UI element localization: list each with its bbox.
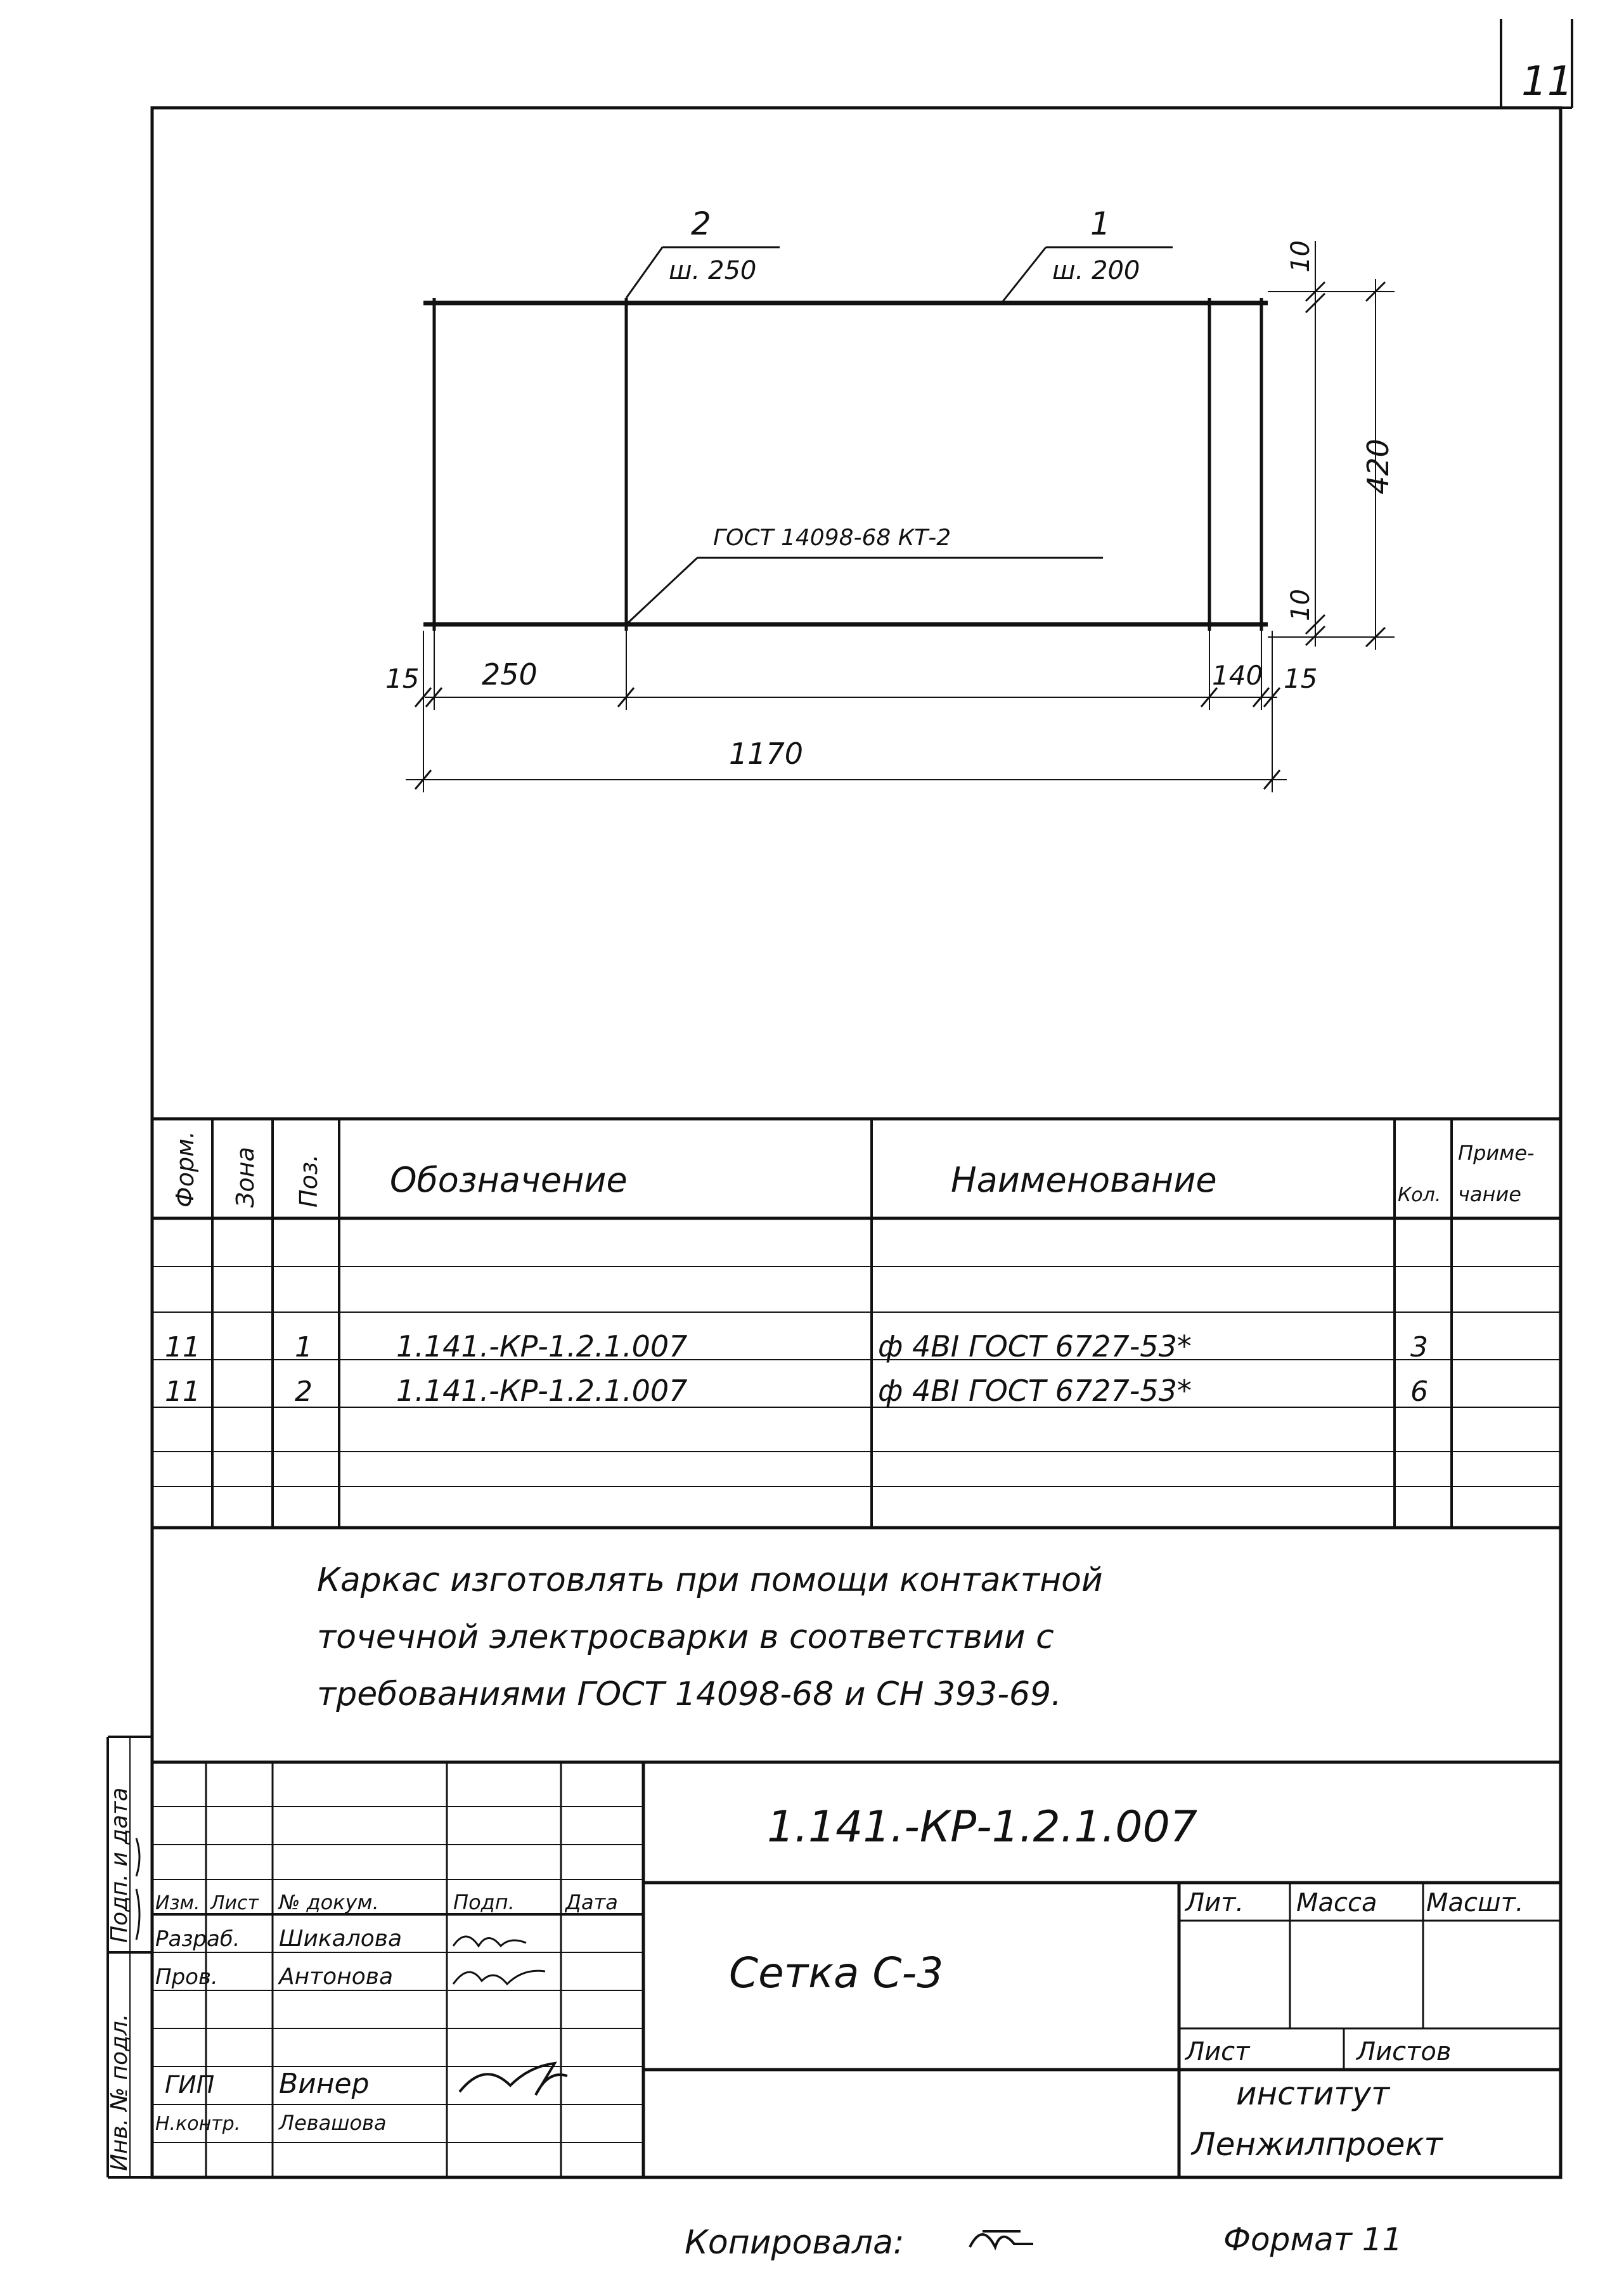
sheet-number: 11 — [1521, 58, 1573, 105]
mesh-drawing — [385, 205, 1395, 792]
row2-pos: 2 — [295, 1376, 313, 1408]
mass-label: Масса — [1296, 1888, 1377, 1917]
header-designation: Обозначение — [390, 1160, 628, 1200]
copier-signature — [970, 2231, 1033, 2247]
pos1-number: 1 — [1090, 205, 1111, 242]
header-pos: Поз. — [295, 1154, 323, 1208]
format-label: Формат 11 — [1223, 2221, 1403, 2258]
col-data: Дата — [565, 1890, 618, 1914]
doc-code: 1.141.-КР-1.2.1.007 — [767, 1802, 1198, 1852]
role-1: Разраб. — [155, 1926, 240, 1952]
sheet-frame — [152, 108, 1561, 2177]
name-2: Антонова — [279, 1964, 393, 1990]
name-4: Левашова — [279, 2111, 387, 2135]
col-podp: Подп. — [453, 1890, 515, 1914]
pos1-diameter: ш. 200 — [1052, 256, 1140, 285]
weld-note: ГОСТ 14098-68 КТ-2 — [713, 525, 951, 551]
row1-designation: 1.141.-КР-1.2.1.007 — [396, 1329, 688, 1363]
sheet-label: Лист — [1185, 2037, 1250, 2066]
notes-block — [317, 1561, 1103, 1713]
spec-table — [152, 1119, 1561, 1528]
side-stamp — [106, 1737, 152, 2177]
pos2-number: 2 — [691, 205, 711, 242]
header-zone: Зона — [231, 1147, 259, 1208]
dim-span-250: 250 — [482, 657, 538, 692]
dim-top-10: 10 — [1286, 240, 1315, 273]
row1-pos: 1 — [295, 1331, 313, 1363]
note-line-1: Каркас изготовлять при помощи контактной — [317, 1561, 1103, 1599]
role-3: ГИП — [165, 2071, 215, 2099]
sheet-number-box — [1501, 19, 1573, 108]
col-list: Лист — [210, 1892, 259, 1914]
row1-form: 11 — [165, 1331, 200, 1363]
drawing-title: Сетка С-3 — [729, 1949, 944, 1997]
role-4: Н.контр. — [155, 2113, 241, 2135]
signature-1 — [453, 1937, 526, 1946]
scale-label: Масшт. — [1426, 1888, 1524, 1917]
sheets-label: Листов — [1357, 2037, 1452, 2066]
sign-date-label: Подп. и дата — [106, 1787, 132, 1943]
dim-span-140: 140 — [1212, 660, 1263, 691]
note-line-2: точечной электросварки в соответствии с — [317, 1618, 1054, 1656]
side-signature — [136, 1838, 139, 1940]
header-note-1: Приме- — [1458, 1141, 1535, 1165]
row1-qty: 3 — [1410, 1331, 1428, 1363]
dim-bottom-10: 10 — [1286, 589, 1315, 621]
inv-label: Инв. № подл. — [106, 2013, 132, 2171]
signature-2 — [453, 1971, 545, 1984]
dim-left-15: 15 — [385, 663, 420, 694]
header-name: Наименование — [951, 1160, 1217, 1200]
row2-qty: 6 — [1410, 1376, 1428, 1408]
lit-label: Лит. — [1185, 1888, 1244, 1917]
dim-total-1170: 1170 — [729, 737, 804, 771]
name-1: Шикалова — [279, 1926, 403, 1952]
header-note-2: чание — [1458, 1182, 1521, 1206]
header-form: Форм. — [171, 1131, 199, 1208]
dim-height-420: 420 — [1361, 439, 1395, 494]
col-izm: Изм. — [155, 1892, 200, 1914]
col-ndoc: № докум. — [279, 1890, 379, 1914]
role-2: Пров. — [155, 1964, 218, 1990]
signature-3 — [460, 2063, 567, 2095]
note-line-3: требованиями ГОСТ 14098-68 и СН 393-69. — [317, 1675, 1062, 1713]
dim-right-15: 15 — [1284, 663, 1318, 694]
title-block — [152, 1762, 1561, 2177]
copied-by: Копировала: — [685, 2224, 905, 2262]
header-qty: Кол. — [1398, 1184, 1441, 1206]
row2-name: ф 4BI ГОСТ 6727-53* — [878, 1374, 1192, 1408]
name-3: Винер — [279, 2068, 370, 2100]
row2-form: 11 — [165, 1376, 200, 1408]
pos2-diameter: ш. 250 — [669, 256, 757, 285]
row2-designation: 1.141.-КР-1.2.1.007 — [396, 1374, 688, 1408]
row1-name: ф 4BI ГОСТ 6727-53* — [878, 1329, 1192, 1363]
org-line-2: Ленжилпроект — [1192, 2126, 1443, 2163]
org-line-1: институт — [1236, 2075, 1390, 2112]
